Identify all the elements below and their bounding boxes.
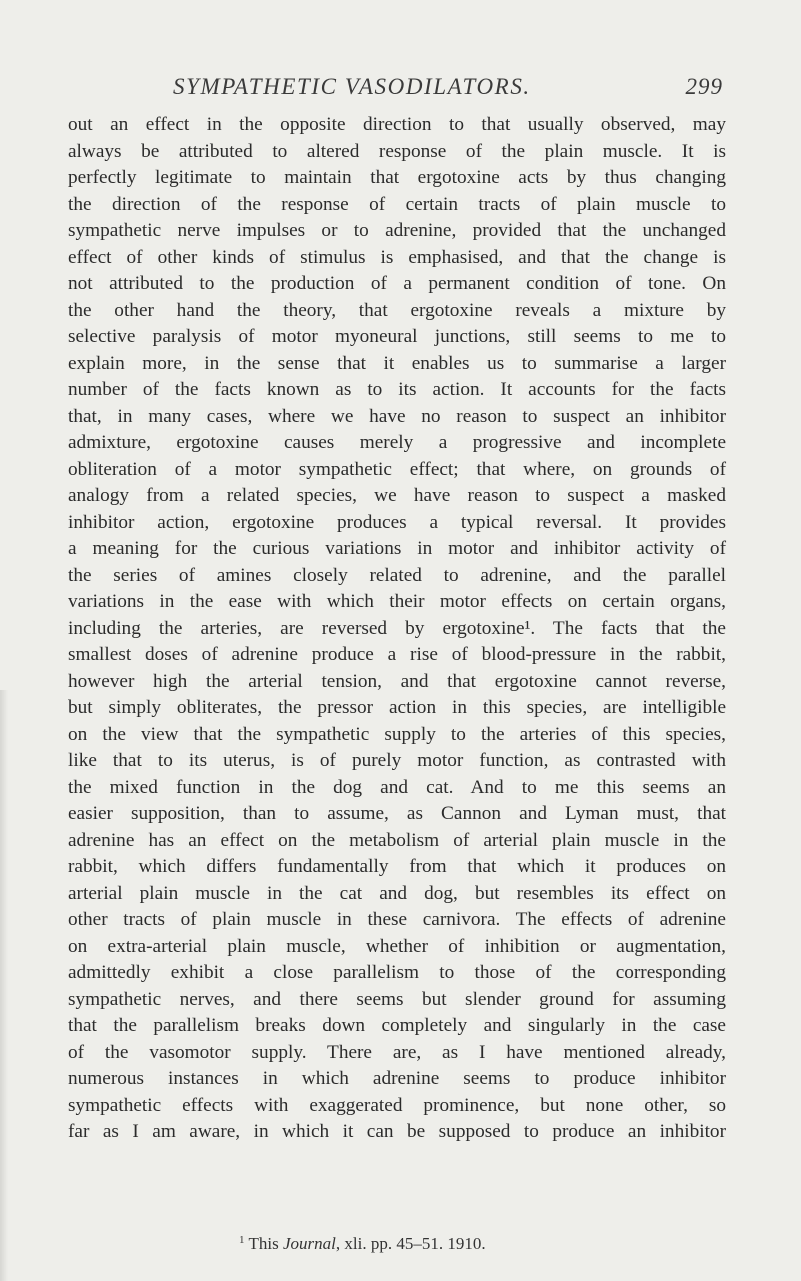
text-line: that, in many cases, where we have no reason to suspect an inhibitor bbox=[68, 405, 726, 427]
text-line: smallest doses of adrenine produce a rise of blood-pressure in the rabbit, bbox=[68, 644, 726, 665]
text-line: the other hand the theory, that ergotoxine reveals a mixture by bbox=[68, 299, 726, 321]
text-line: explain more, in the sense that it enables us to summarise a larger bbox=[68, 352, 726, 374]
running-title: SYMPATHETIC VASODILATORS. bbox=[173, 74, 531, 99]
page-edge-shadow bbox=[0, 690, 8, 1281]
footnote-journal: Journal bbox=[282, 1234, 336, 1253]
text-line: the mixed function in the dog and cat. And to me this seems an bbox=[68, 776, 726, 798]
text-line: including the arteries, are reversed by ergotoxine¹. The facts that the bbox=[68, 617, 726, 639]
text-line: other tracts of plain muscle in these carnivora. The effects of adrenine bbox=[68, 909, 726, 930]
text-line: sympathetic nerve impulses or to adrenine, provided that the unchanged bbox=[68, 220, 726, 241]
text-line: sympathetic nerves, and there seems but slender ground for assuming bbox=[68, 988, 726, 1010]
text-line: arterial plain muscle in the cat and dog, but resembles its effect on bbox=[68, 882, 726, 904]
text-line: of the vasomotor supply. There are, as I have mentioned already, bbox=[68, 1041, 726, 1063]
text-line: out an effect in the opposite direction to that usually observed, may bbox=[68, 114, 726, 135]
text-line: the direction of the response of certain tracts of plain muscle to bbox=[68, 193, 726, 215]
text-line: easier supposition, than to assume, as Cannon and Lyman must, that bbox=[68, 803, 726, 824]
text-line: perfectly legitimate to maintain that ergotoxine acts by thus changing bbox=[68, 167, 726, 188]
text-line: not attributed to the production of a permanent condition of tone. On bbox=[68, 273, 726, 294]
text-line: like that to its uterus, is of purely motor function, as contrasted with bbox=[68, 750, 726, 771]
text-line: effect of other kinds of stimulus is emphasised, and that the change is bbox=[68, 246, 726, 268]
text-line: number of the facts known as to its action. It accounts for the facts bbox=[68, 379, 726, 400]
footnote-prefix: This bbox=[248, 1234, 283, 1253]
text-line: admittedly exhibit a close parallelism to those of the corresponding bbox=[68, 962, 726, 983]
text-line: on extra-arterial plain muscle, whether of inhibition or augmentation, bbox=[68, 935, 726, 957]
text-line: analogy from a related species, we have reason to suspect a masked bbox=[68, 485, 726, 506]
body-text bbox=[68, 112, 726, 1146]
text-line: adrenine has an effect on the metabolism of arterial plain muscle in the bbox=[68, 829, 726, 851]
text-line: admixture, ergotoxine causes merely a progressive and incomplete bbox=[68, 432, 726, 453]
text-line: far as I am aware, in which it can be supposed to produce an inhibitor bbox=[68, 1121, 726, 1142]
text-line: numerous instances in which adrenine seems to produce inhibitor bbox=[68, 1068, 726, 1089]
text-line: sympathetic effects with exaggerated prominence, but none other, so bbox=[68, 1094, 726, 1116]
footnote-marker: 1 bbox=[239, 1234, 245, 1246]
footnote-suffix: , xli. pp. 45–51. 1910. bbox=[335, 1234, 486, 1253]
text-line: a meaning for the curious variations in motor and inhibitor activity of bbox=[68, 538, 726, 559]
text-line: but simply obliterates, the pressor action in this species, are intelligible bbox=[68, 697, 726, 718]
text-line: that the parallelism breaks down completely and singularly in the case bbox=[68, 1015, 726, 1036]
footnote bbox=[239, 1234, 486, 1254]
text-line: inhibitor action, ergotoxine produces a typical reversal. It provides bbox=[68, 511, 726, 533]
text-line: selective paralysis of motor myoneural junctions, still seems to me to bbox=[68, 326, 726, 347]
text-line: rabbit, which differs fundamentally from that which it produces on bbox=[68, 856, 726, 877]
page-number: 299 bbox=[685, 74, 723, 99]
text-line: however high the arterial tension, and that ergotoxine cannot reverse, bbox=[68, 670, 726, 692]
text-line: the series of amines closely related to adrenine, and the parallel bbox=[68, 564, 726, 586]
text-line: always be attributed to altered response of the plain muscle. It is bbox=[68, 140, 726, 162]
text-line: obliteration of a motor sympathetic effect; that where, on grounds of bbox=[68, 458, 726, 480]
text-line: on the view that the sympathetic supply to the arteries of this species, bbox=[68, 723, 726, 745]
text-line: variations in the ease with which their motor effects on certain organs, bbox=[68, 591, 726, 612]
